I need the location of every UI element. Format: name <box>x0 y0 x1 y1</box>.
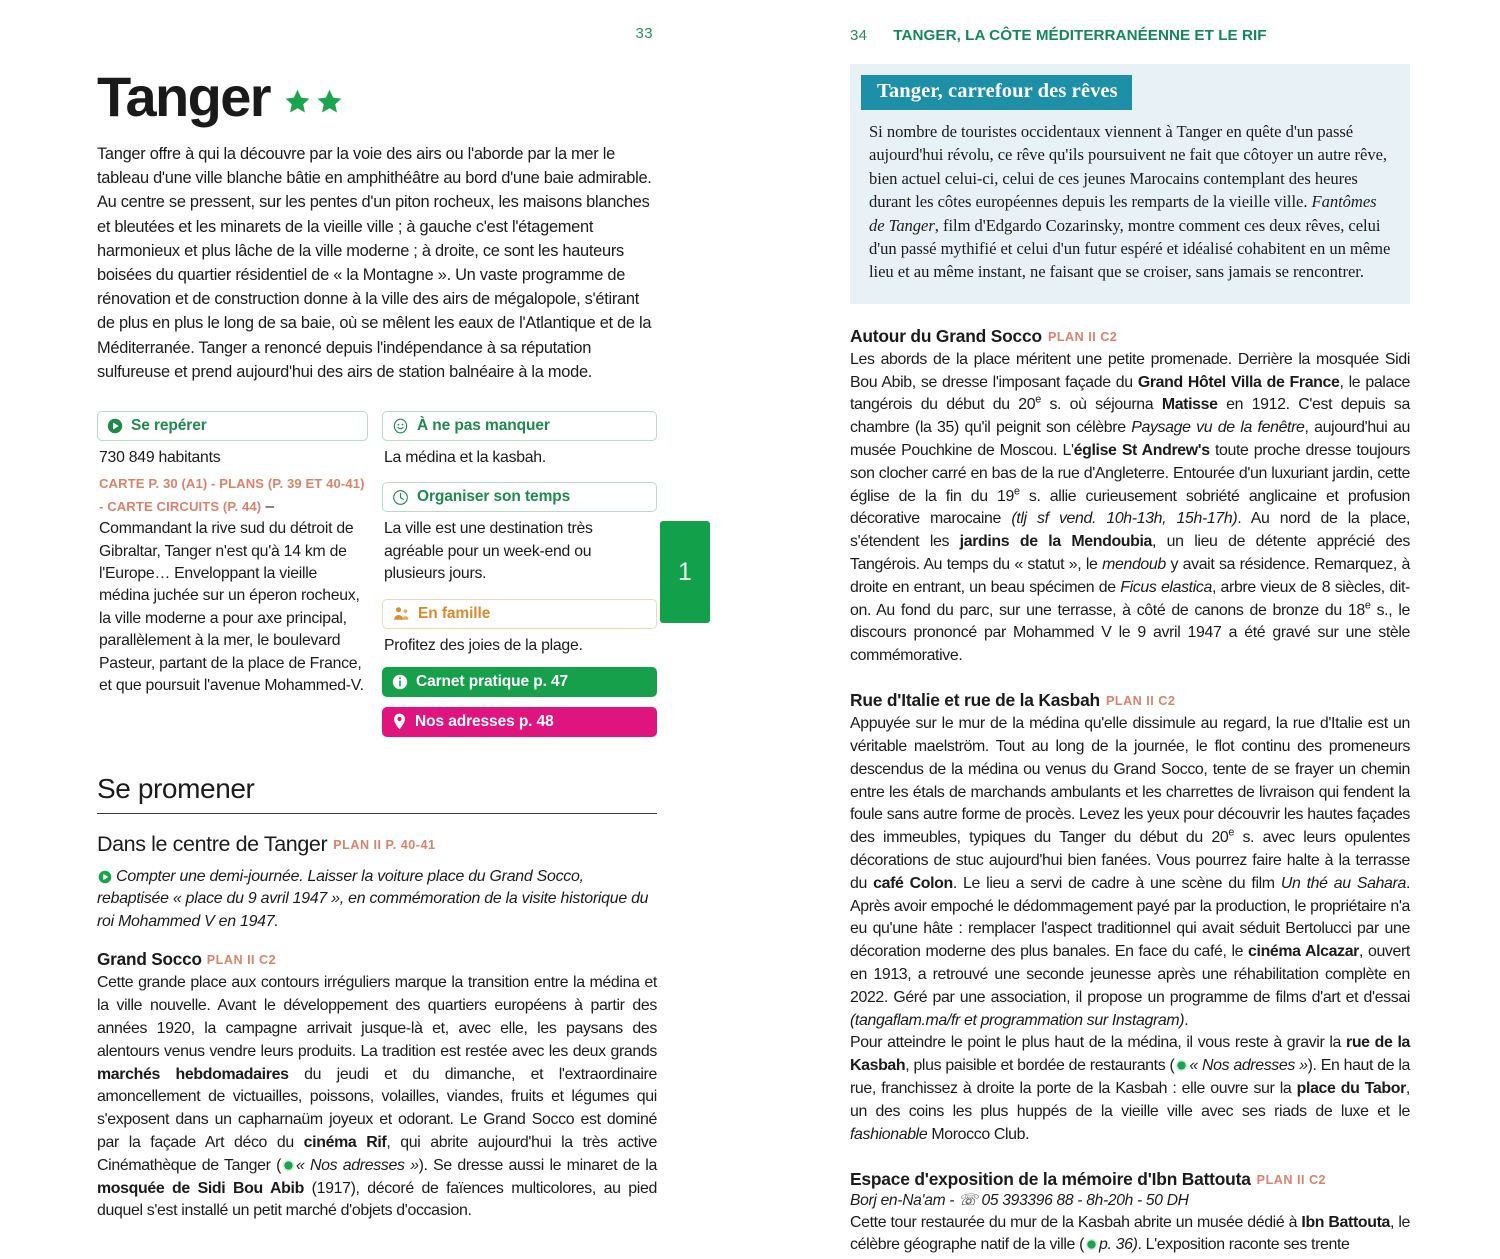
population-value: 730 849 habitants <box>99 448 221 466</box>
heading-rue-italie-label: Rue d'Italie et rue de la Kasbah <box>850 690 1100 711</box>
box-en-famille-header[interactable] <box>382 599 657 629</box>
rue-italie-paragraph: Appuyée sur le mur de la médina qu'elle dissimule au regard, la rue d'Italie est un véritable maelström. Tout au long de la journée, le flot continu des promeneurs descendus de la médina ou venus du Grand Socco, tente de se frayer un chemin entre les étals de marchands ambulants et les charrettes de livraison qui fendent la foule sans autre forme de procès. Levez les yeux pour découvrir les hautes façades des immeubles, typiques du Tanger du début du 20e s. avec leurs opulentes décorations de stuc aujourd'hui bien fanées. Vous pourrez faire halte à la terrasse du café Colon. Le lieu a servi de cadre à une scène du film Un thé au Sahara. Après avoir empoché le dédommagement payé par la production, le propriétaire n'a eu qu'une hâte : remplacer l'aspect traditionnel qui avait séduit Bertolucci par une décoration moderne des plus banales. En face du café, le cinéma Alcazar, ouvert en 1913, a retrouvé une seconde jeunesse après une réhabilitation complète en 2022. Géré par une association, il propose un programme de films d'art et d'essai (tangaflam.ma/fr et programmation sur Instagram). Pour atteindre le point le plus haut de la médina, il vous reste à gravir la rue de la Kasbah, plus paisible et bordée de restaurants ( « Nos adresses »). En haut de la rue, franchissez à droite la porte de la Kasbah : elle ouvre sur la place du Tabor, un des coins les plus huppés de la vieille ville avec ses riads de luxe et le fashionable Morocco Club. <box>850 715 1410 1143</box>
carnet-pratique-button[interactable] <box>382 667 657 697</box>
star-rating <box>284 79 343 115</box>
autour-paragraph: Les abords de la place méritent une petite promenade. Derrière la mosquée Sidi Bou Abib, se dresse l'imposant façade du Grand Hôtel Villa de France, le palace tangérois du début du 20e s. où séjourna Matisse en 1912. C'est depuis sa chambre (la 35) qu'il peignit son célèbre Paysage vu de la fenêtre, aujourd'hui au musée Pouchkine de Moscou. L'église St Andrew's toute proche dresse toujours son clocher carré en bas de la rue d'Angleterre. Entourée d'un luxuriant jardin, cette église de la fin du 19e s. allie curieusement sobriété anglicaine et profusion décorative marocaine (tlj sf vend. 10h-13h, 15h-17h). Au nord de la place, s'étendent les jardins de la Mendoubia, un lieu de détente apprécié des Tangérois. Au temps du « statut », le mendoub y avait sa résidence. Remarquez, à droite en entrant, un beau spécimen de Ficus elastica, arbre vieux de 8 siècles, dit-on. Au fond du parc, sur une terrasse, à côté de canons de bronze du 18e s., le discours prononcé par Mohammed V le 9 avril 1947 a été gravé sur une stèle commémorative. <box>850 350 1411 665</box>
folio-right: 34 <box>850 27 868 44</box>
heading-ibn-battouta-label: Espace d'exposition de la mémoire d'Ibn Battouta <box>850 1168 1251 1189</box>
plan-reference: PLAN II C2 <box>206 953 277 968</box>
plan-reference: PLAN II C2 <box>1105 694 1176 709</box>
ibn-battouta-practical-info: Borj en-Na'am - ☏ 05 393396 88 - 8h-20h - 50 DH <box>850 1191 1189 1209</box>
folio-left: 33 <box>635 25 653 42</box>
nos-adresses-button[interactable] <box>382 707 657 737</box>
walk-tip-text: Compter une demi-journée. Laisser la voiture place du Grand Socco, rebaptisée « place du 9 avril 1947 », en commémoration de la visite historique du roi Mohammed V en 1947. <box>97 867 649 930</box>
page-title-block <box>97 65 665 128</box>
plan-reference: PLAN II C2 <box>1256 1172 1327 1187</box>
plan-reference: PLAN II P. 40-41 <box>333 837 436 852</box>
play-circle-icon <box>1175 1057 1188 1070</box>
running-head <box>850 27 1410 44</box>
box-se-reperer-body <box>97 441 368 698</box>
left-page <box>0 0 750 1220</box>
star-icon <box>284 88 311 115</box>
box-se-reperer-header[interactable] <box>97 411 368 441</box>
box-en-famille-body: Profitez des joies de la plage. <box>384 636 583 654</box>
plan-reference: PLAN II C2 <box>1047 329 1118 344</box>
box-organiser-son-temps-label: Organiser son temps <box>417 488 571 506</box>
heading-autour-du-grand-socco <box>850 326 1410 347</box>
ibn-battouta-paragraph: Cette tour restaurée du mur de la Kasbah abrite un musée dédié à Ibn Battouta, le célèbre géographe natif de la ville ( p. 36). L'exposition raconte ses trente <box>850 1213 1410 1254</box>
callout-body: Si nombre de touristes occidentaux viennent à Tanger en quête d'un passé aujourd'hui révolu, ce rêve qu'ils poursuivent ne fait que côtoyer un autre rêve, bien actuel celui-ci, celui de ces jeunes Marocains contemplant des heures durant les côtes européennes depuis les remparts de la vieille ville. Fantômes de Tanger, film d'Edgardo Cozarinsky, montre comment ces deux rêves, celui d'un passé mythifié et celui d'un futur espéré et idéalisé cohabitent en un même lieu et au même instant, ne faisant que se croiser, sans jamais se rencontrer. <box>869 122 1391 282</box>
box-organiser-son-temps-body: La ville est une destination très agréable pour un week-end ou plusieurs jours. <box>384 520 593 583</box>
heading-grand-socco <box>97 949 665 970</box>
callout-box <box>850 64 1410 304</box>
box-se-reperer-label: Se repérer <box>131 416 207 434</box>
nos-adresses-label: Nos adresses p. 48 <box>415 712 554 730</box>
map-pin-icon <box>392 713 407 730</box>
family-people-icon <box>392 606 410 621</box>
heading-rue-italie <box>850 690 1410 711</box>
section-title-se-promener: Se promener <box>97 773 657 814</box>
map-references: CARTE P. 30 (A1) - PLANS (P. 39 ET 40-41) - CARTE CIRCUITS (P. 44) <box>99 476 365 514</box>
chapter-tab[interactable]: 1 <box>660 521 710 623</box>
box-a-ne-pas-manquer-body: La médina et la kasbah. <box>384 448 546 466</box>
se-reperer-description: – Commandant la rive sud du détroit de Gibraltar, Tanger n'est qu'à 14 km de l'Europe… Enveloppant la vieille médina juchée sur un éperon rocheux, la ville moderne a pour axe principal, parallèlement à la mer, le boulevard Pasteur, partant de la place de France, et que poursuit l'avenue Mohammed-V. <box>99 497 364 695</box>
heading-autour-label: Autour du Grand Socco <box>850 325 1042 346</box>
heading-ibn-battouta <box>850 1169 1410 1190</box>
info-column-left <box>97 411 368 737</box>
subsection-title-centre-de-tanger <box>97 832 665 857</box>
heading-grand-socco-label: Grand Socco <box>97 949 202 970</box>
info-circle-icon <box>392 674 408 690</box>
subsection-label: Dans le centre de Tanger <box>97 831 328 856</box>
star-icon <box>316 88 343 115</box>
running-head-title: TANGER, LA CÔTE MÉDITERRANÉENNE ET LE RIF <box>893 27 1267 44</box>
play-circle-icon <box>98 870 111 883</box>
se-reperer-text <box>99 473 366 697</box>
callout-banner: Tanger, carrefour des rêves <box>861 75 1132 110</box>
box-a-ne-pas-manquer-header[interactable] <box>382 411 657 441</box>
right-page <box>750 0 1500 1254</box>
clock-icon <box>392 489 409 506</box>
smiley-face-icon <box>392 417 409 434</box>
play-circle-icon <box>1085 1236 1098 1249</box>
box-en-famille-label: En famille <box>418 604 491 622</box>
info-boxes <box>97 411 657 737</box>
info-column-right <box>382 411 657 737</box>
page-title: Tanger <box>97 65 270 128</box>
box-a-ne-pas-manquer-label: À ne pas manquer <box>417 416 550 434</box>
play-circle-icon <box>107 418 123 434</box>
intro-paragraph: Tanger offre à qui la découvre par la voie des airs ou l'aborde par la mer le tableau d'une ville blanche bâtie en amphithéâtre au bord d'une baie admirable. Au centre se pressent, sur les pentes d'un piton rocheux, les maisons blanches et bleutées et les minarets de la vieille ville ; à gauche c'est l'étagement harmonieux et plus lâche de la ville moderne ; à droite, ce sont les hauteurs boisées du quartier résidentiel de « la Montagne ». Un vaste programme de rénovation et de construction donne à la ville des airs de mégalopole, s'étirant de plus en plus le long de sa baie, où se mêlent les eaux de l'Atlantique et de la Méditerranée. Tanger a renoncé depuis l'indépendance à sa réputation sulfureuse et prend aujourd'hui des airs de station balnéaire à la mode. <box>97 145 652 381</box>
walk-tip <box>97 866 657 933</box>
box-organiser-son-temps-header[interactable] <box>382 482 657 512</box>
carnet-pratique-label: Carnet pratique p. 47 <box>416 672 569 690</box>
grand-socco-paragraph: Cette grande place aux contours irréguliers marque la transition entre la médina et la ville nouvelle. Avant le développement des quartiers européens à partir des années 1920, la campagne arrivait jusque-là et, avec elle, les paysans des alentours venus vendre leurs produits. La tradition est restée avec les deux grands marchés hebdomadaires du jeudi et du dimanche, et l'extraordinaire amoncellement de victuailles, poissons, volailles, viandes, fruits et légumes qui s'exposent dans un capharnaüm joyeux et odorant. Le Grand Socco est dominé par la façade Art déco du cinéma Rif, qui abrite aujourd'hui la très active Cinémathèque de Tanger ( « Nos adresses »). Se dresse aussi le minaret de la mosquée de Sidi Bou Abib (1917), décoré de faïences multicolores, au pied duquel s'est installé un petit marché d'objets d'occasion. <box>97 974 657 1220</box>
